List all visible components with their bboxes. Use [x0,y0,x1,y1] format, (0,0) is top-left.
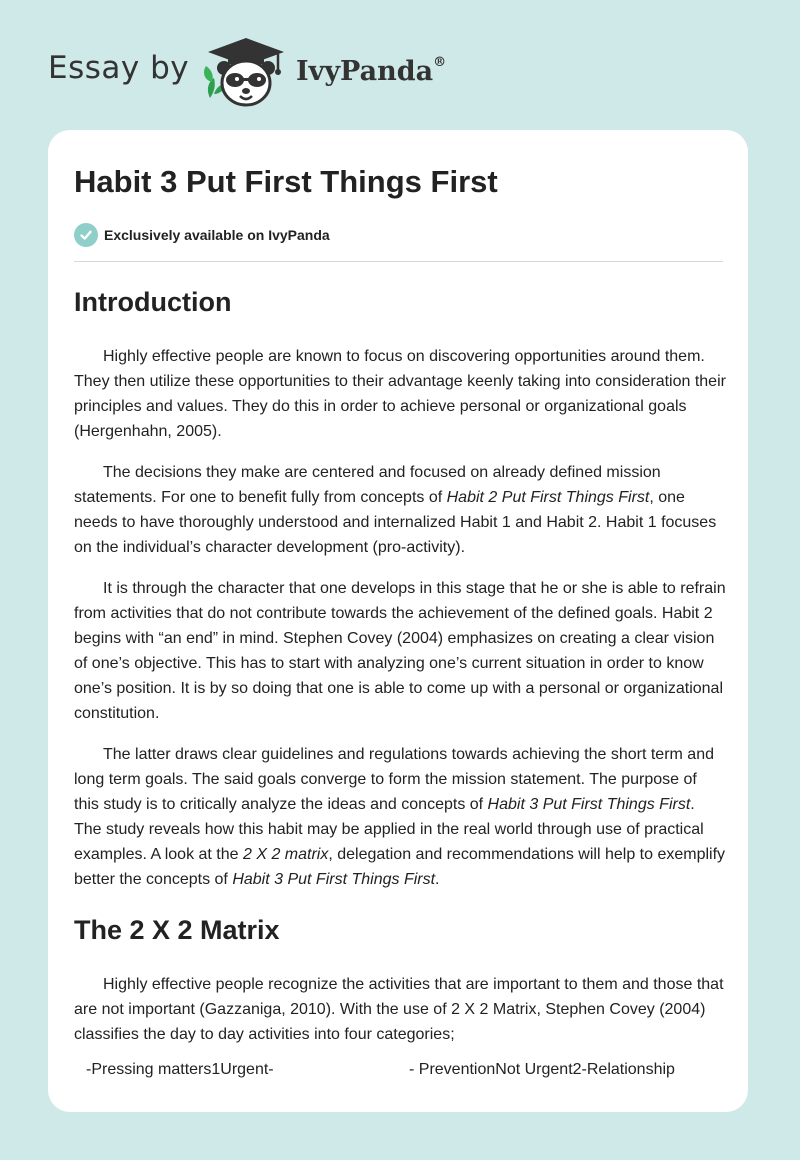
paragraph: Highly effective people recognize the activities that are important to them and those that are not important (Gazzaniga, 2010). With the use of 2 X 2 Matrix, Stephen Covey (2004) classifies the day to day activities into four categories; [74,976,724,1043]
brand-name[interactable] [296,56,446,87]
panda-graduate-icon[interactable] [200,36,292,108]
emphasis-text: Habit 2 Put First Things First [446,489,650,506]
article-body [74,282,726,1047]
paragraph: The latter draws clear guidelines and regulations towards achieving the short term and long term goals. The said goals converge to form the mission statement. The purpose of this study is to critically analyze the ideas and concepts of Habit 3 Put First Things First. The study reveals how this habit may be applied in the real world through use of practical examples. A look at the 2 X 2 matrix, delegation and recommendations will help to exemplify better the concepts of Habit 3 Put First Things First. [74,746,726,888]
divider [74,261,723,262]
brand-prefix: Essay by [48,50,190,86]
article-title: Habit 3 Put First Things First [74,164,498,199]
section-heading-introduction: Introduction [74,287,232,317]
brand-name-text: IvyPanda [296,56,434,87]
registered-mark: ® [433,55,447,70]
paragraph: It is through the character that one develops in this stage that he or she is able to refrain from activities that do not contribute towards the achievement of the defined goals. Habit 2 begins with “an end” in mind. Stephen Covey (2004) emphasizes on creating a clear vision of one’s objective. This has to start with analyzing one’s current situation in order to know one’s position. It is by so doing that one is able to come up with a personal or organizational constitution. [74,580,726,722]
article-card [48,130,748,1112]
matrix-cell-right: - PreventionNot Urgent2-Relationship [409,1061,675,1078]
paragraph: Highly effective people are known to focus on discovering opportunities around them. They then utilize these opportunities to their advantage keenly taking into consideration their principles and values. They do this in order to achieve personal or organizational goals (Hergenhahn, 2005). [74,348,726,440]
matrix-cell-left: -Pressing matters1Urgent- [86,1061,274,1078]
check-circle-icon [74,223,98,247]
exclusive-badge [74,222,330,248]
site-header [0,0,800,130]
emphasis-text: Habit 3 Put First Things First [487,796,691,813]
emphasis-text: Habit 3 Put First Things First [232,871,436,888]
section-heading-matrix: The 2 X 2 Matrix [74,915,280,945]
badge-text: Exclusively available on IvyPanda [104,227,330,243]
paragraph: The decisions they make are centered and focused on already defined mission statements. For one to benefit fully from concepts of Habit 2 Put First Things First, one needs to have thoroughly understood and internalized Habit 1 and Habit 2. Habit 1 focuses on the individual’s character development (pro-activity). [74,464,717,556]
emphasis-text: 2 X 2 matrix [243,846,329,863]
